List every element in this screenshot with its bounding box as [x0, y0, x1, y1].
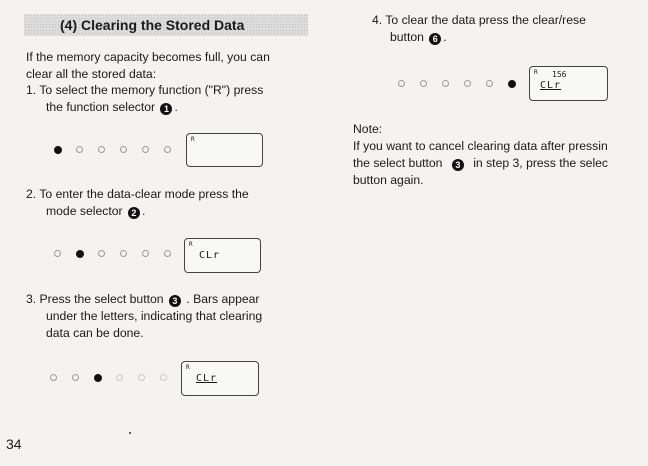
note-line-2-pre: the select button	[353, 156, 443, 170]
note-block	[353, 121, 608, 189]
note-heading: Note:	[353, 122, 383, 136]
lcd-display-step-3	[181, 361, 259, 396]
indicator-dot	[98, 250, 105, 257]
lcd-clr-text: CLr	[199, 250, 221, 261]
select-button-ref-icon: 3	[452, 159, 464, 171]
step-4-line-1: 4. To clear the data press the clear/rese	[372, 13, 586, 27]
indicator-dot	[98, 146, 105, 153]
indicator-dot	[120, 250, 127, 257]
lcd-display-step-1	[186, 133, 263, 167]
intro-text	[26, 49, 270, 83]
section-title: (4) Clearing the Stored Data	[60, 17, 245, 33]
page-number: 34	[6, 436, 22, 452]
indicator-row-3	[50, 374, 170, 386]
indicator-dot	[160, 374, 167, 381]
mode-selector-ref-icon: 2	[128, 207, 140, 219]
step-1-line-2-text: the function selector	[46, 100, 156, 114]
lcd-clr-underlined-text: CLr	[196, 373, 218, 384]
indicator-dot	[420, 80, 427, 87]
step-4-text	[372, 12, 586, 46]
lcd-indicator-r: R	[191, 136, 195, 143]
lcd-number: 156	[552, 70, 567, 79]
intro-line-2: clear all the stored data:	[26, 67, 157, 81]
indicator-dot	[50, 374, 57, 381]
indicator-row-1	[54, 146, 174, 158]
indicator-row-4	[398, 80, 518, 92]
indicator-dot	[142, 250, 149, 257]
lcd-indicator-r: R	[186, 364, 190, 371]
indicator-row-2	[54, 250, 174, 262]
indicator-dot	[398, 80, 405, 87]
function-selector-ref-icon: 1	[160, 103, 172, 115]
step-3-line-2: under the letters, indicating that clearing	[46, 309, 263, 323]
step-4-period: .	[443, 30, 447, 44]
indicator-dot	[164, 250, 171, 257]
indicator-dot	[138, 374, 145, 381]
select-button-ref-icon: 3	[169, 295, 181, 307]
lcd-display-step-2	[184, 238, 261, 273]
indicator-dot	[72, 374, 79, 381]
step-4-line-2	[372, 29, 586, 46]
indicator-dot-active	[94, 374, 102, 382]
note-line-1: If you want to cancel clearing data after pressin	[353, 139, 608, 153]
step-2-period: .	[141, 204, 146, 218]
step-1-line-2	[26, 99, 263, 116]
step-2-text	[26, 186, 249, 220]
step-3-line-3: data can be done.	[46, 326, 144, 340]
step-2-line-2-text: mode selector	[46, 204, 123, 218]
step-2-line-1: 2. To enter the data-clear mode press the	[26, 187, 249, 201]
intro-line-1: If the memory capacity becomes full, you can	[26, 50, 270, 64]
step-3-text	[26, 291, 262, 342]
section-title-bar	[24, 14, 308, 36]
indicator-dot	[164, 146, 171, 153]
step-1-text	[26, 82, 263, 116]
indicator-dot	[116, 374, 123, 381]
indicator-dot	[486, 80, 493, 87]
note-line-3: button again.	[353, 173, 424, 187]
lcd-indicator-r: R	[189, 241, 193, 248]
step-3-line-1-post: . Bars appear	[186, 292, 260, 306]
indicator-dot	[142, 146, 149, 153]
indicator-dot-active	[54, 146, 62, 154]
indicator-dot	[464, 80, 471, 87]
clear-reset-button-ref-icon: 6	[429, 33, 441, 45]
step-3-line-1	[26, 291, 262, 308]
step-1-line-1: 1. To select the memory function ("R") press	[26, 83, 264, 97]
lcd-indicator-r: R	[534, 69, 538, 76]
step-4-line-2-text: button	[390, 30, 424, 44]
indicator-dot-active	[508, 80, 516, 88]
print-speck	[129, 432, 131, 434]
indicator-dot-active	[76, 250, 84, 258]
indicator-dot	[120, 146, 127, 153]
lcd-display-step-4	[529, 66, 608, 101]
note-line-2-post: in step 3, press the selec	[473, 156, 609, 170]
indicator-dot	[442, 80, 449, 87]
step-3-line-1-pre: 3. Press the select button	[26, 292, 164, 306]
indicator-dot	[76, 146, 83, 153]
step-2-line-2	[26, 203, 249, 220]
indicator-dot	[54, 250, 61, 257]
note-line-2	[353, 155, 608, 172]
step-1-period: .	[174, 100, 178, 114]
lcd-clr-underlined-text: CLr	[540, 80, 562, 91]
